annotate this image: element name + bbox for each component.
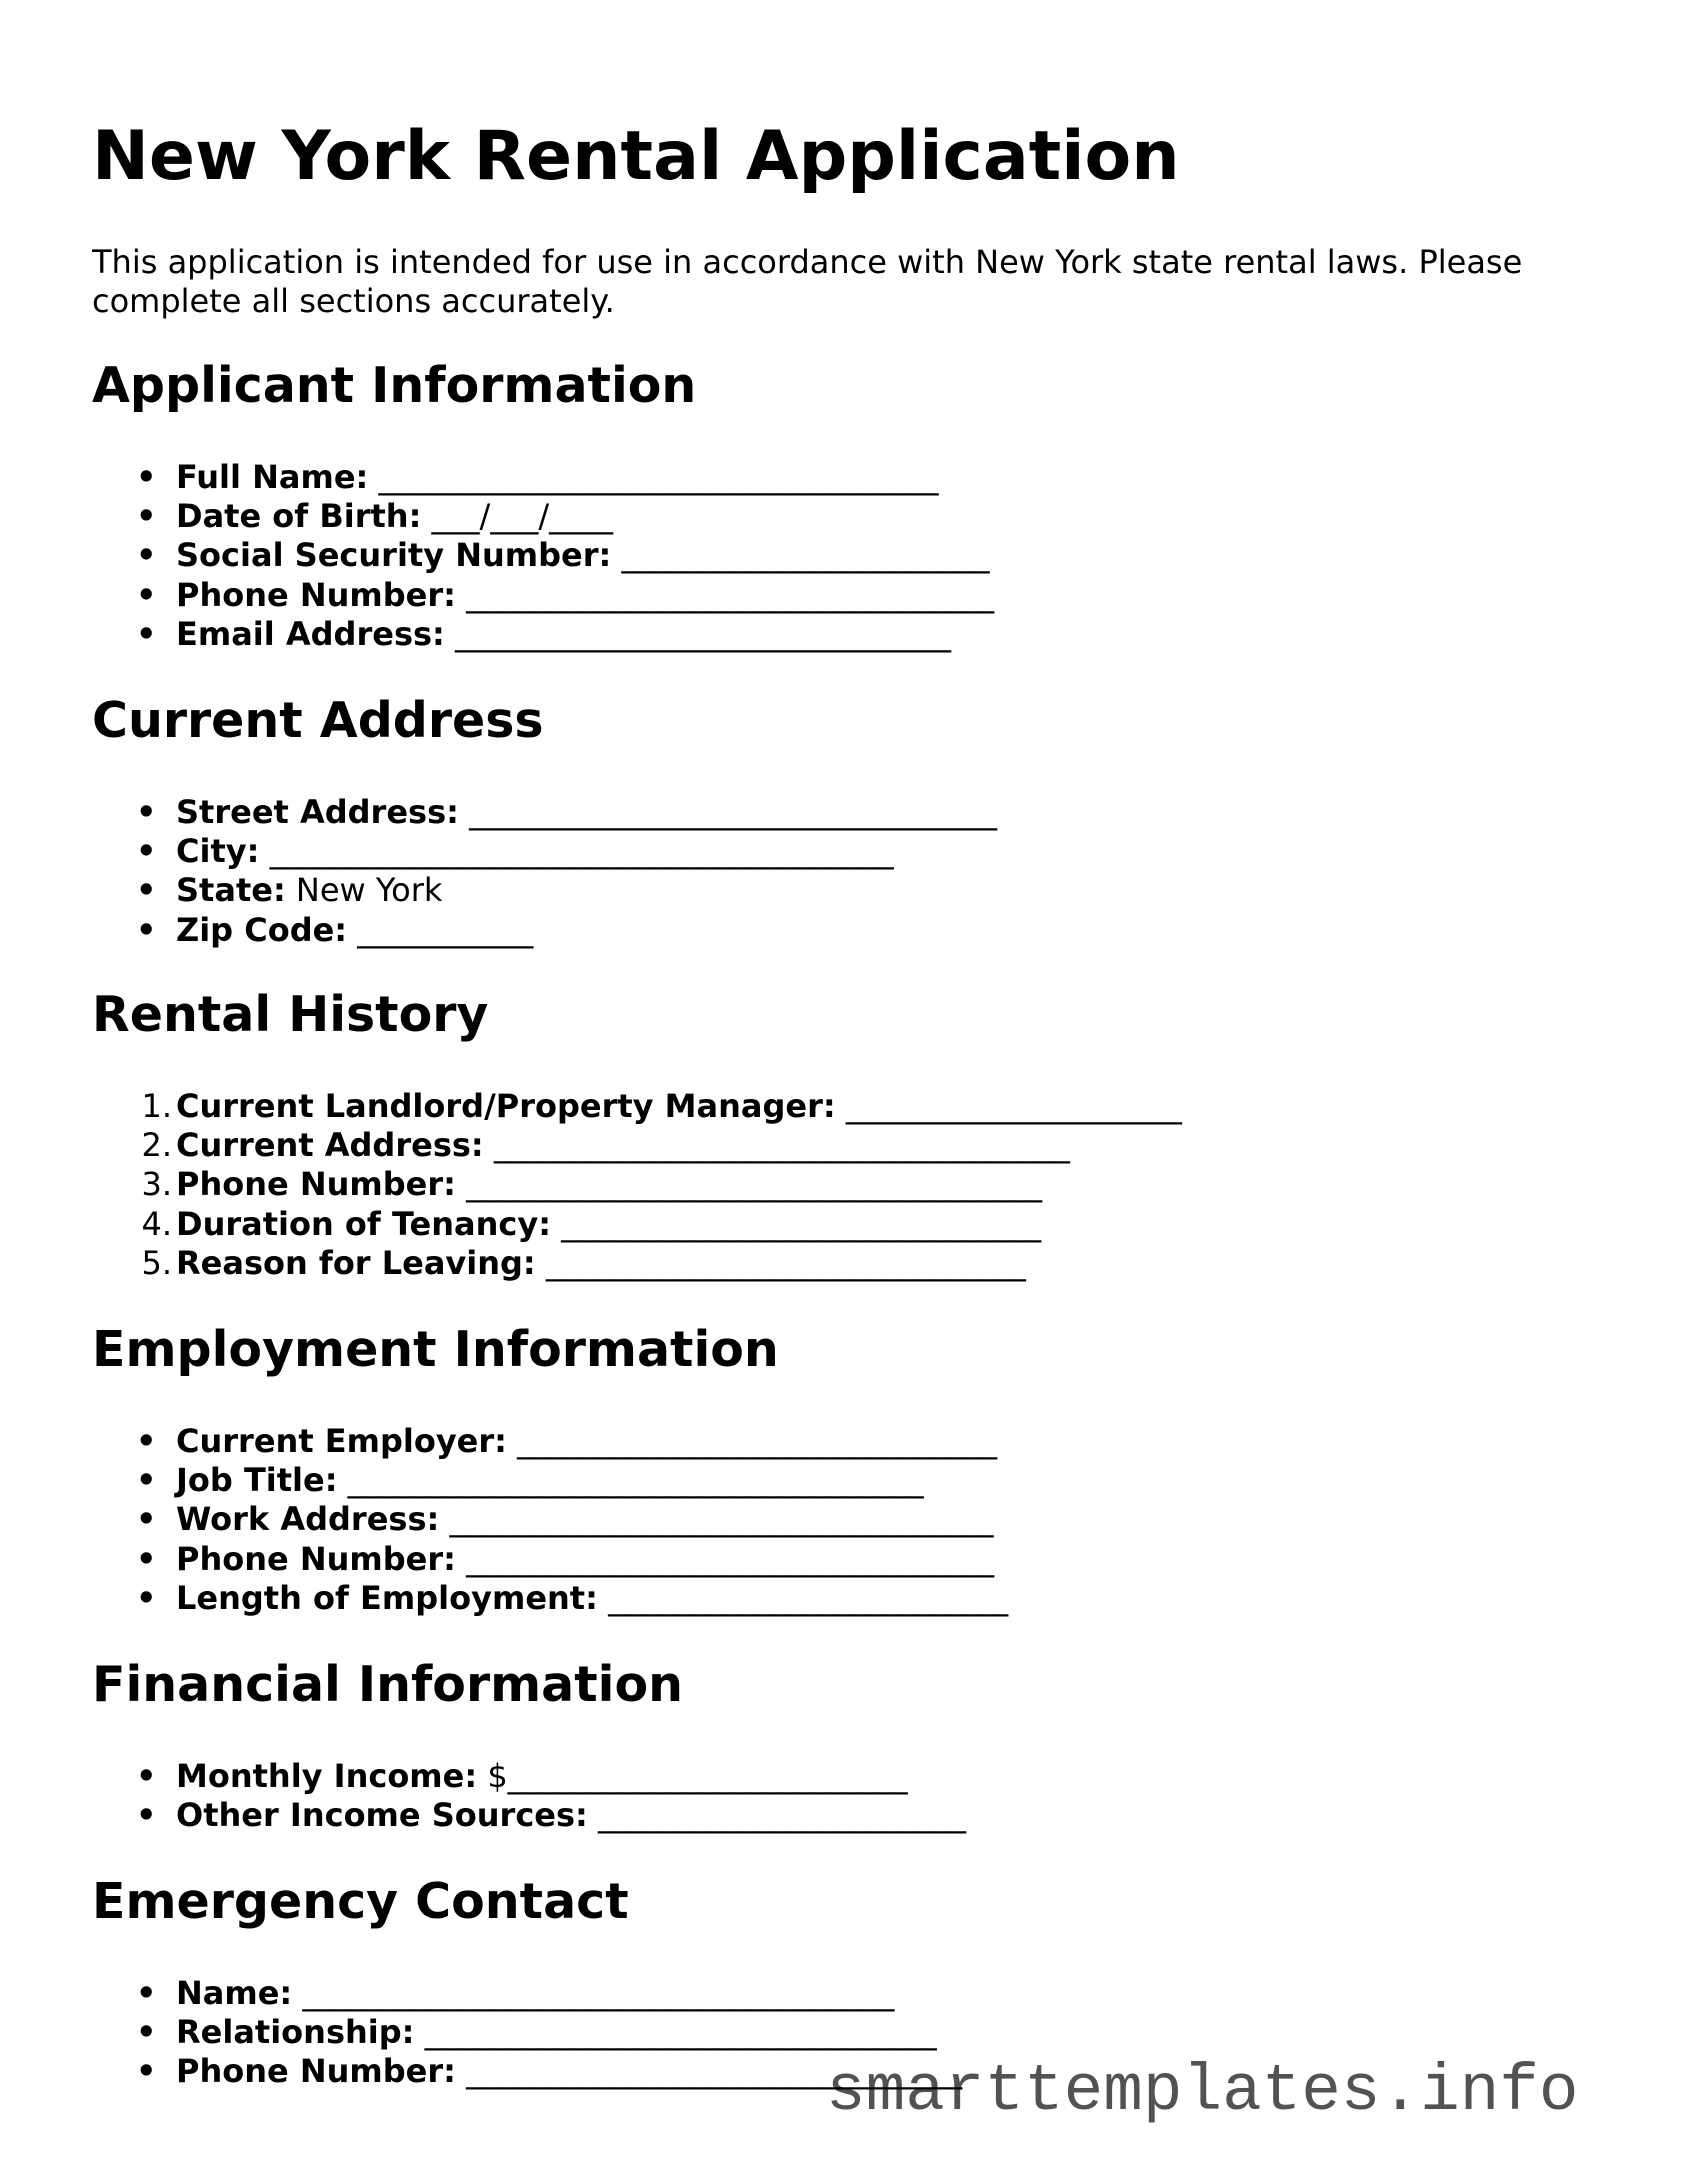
- list-number: 4.: [141, 1204, 172, 1243]
- field-blank[interactable]: ___________________________________: [368, 458, 939, 496]
- field-label: Reason for Leaving:: [176, 1243, 536, 1282]
- field-blank[interactable]: _________________________________: [455, 1539, 995, 1578]
- section-heading-rental-history: Rental History: [92, 986, 489, 1043]
- section-heading-emergency-contact: Emergency Contact: [92, 1873, 629, 1930]
- current-address-list: [92, 793, 997, 950]
- field-blank[interactable]: ____________________________________: [483, 1126, 1070, 1165]
- field-label: Other Income Sources:: [176, 1796, 588, 1835]
- field-blank[interactable]: ________________________________: [414, 2013, 937, 2052]
- field-blank[interactable]: _____________________: [835, 1087, 1182, 1125]
- field-label: Name:: [176, 1974, 293, 2012]
- field-label: Current Landlord/Property Manager:: [176, 1087, 836, 1125]
- field-value: New York: [285, 871, 443, 910]
- field-previous-address: [92, 1126, 1182, 1165]
- field-label: Relationship:: [176, 2013, 415, 2052]
- field-emergency-name: [92, 1974, 962, 2013]
- field-duration-of-tenancy: [92, 1205, 1182, 1244]
- field-label: Phone Number:: [176, 2052, 456, 2091]
- field-blank[interactable]: ___________: [347, 910, 534, 949]
- field-work-address: [92, 1500, 1008, 1539]
- field-current-employer: [92, 1422, 1008, 1461]
- field-blank[interactable]: _______________________________________: [259, 832, 894, 871]
- field-label: Date of Birth:: [176, 497, 422, 536]
- field-label: Phone Number:: [176, 1539, 456, 1578]
- field-label: State:: [176, 871, 286, 910]
- field-blank[interactable]: $_________________________: [477, 1757, 908, 1795]
- field-label: Work Address:: [176, 1500, 440, 1539]
- field-reason-for-leaving: [92, 1244, 1182, 1283]
- field-state: [92, 871, 997, 910]
- section-heading-employment-information: Employment Information: [92, 1321, 779, 1378]
- field-blank[interactable]: __________________________________: [439, 1500, 994, 1539]
- field-date-of-birth: [92, 497, 994, 536]
- field-label: City:: [176, 832, 260, 871]
- field-blank[interactable]: ____________________________________: [455, 1165, 1043, 1204]
- field-label: Phone Number:: [176, 1165, 456, 1204]
- field-full-name: [92, 458, 994, 497]
- field-label: Street Address:: [176, 793, 459, 831]
- list-number: 1.: [141, 1087, 172, 1125]
- field-social-security-number: [92, 536, 994, 575]
- page-title: New York Rental Application: [92, 117, 1180, 196]
- field-label: Current Employer:: [176, 1422, 507, 1460]
- financial-information-list: [92, 1757, 966, 1835]
- watermark-text: smarttemplates.info: [826, 2054, 1579, 2129]
- field-blank[interactable]: _________________________________: [458, 793, 998, 831]
- field-blank[interactable]: _______________________: [611, 536, 990, 575]
- field-monthly-income: [92, 1757, 966, 1796]
- list-number: 2.: [141, 1126, 172, 1165]
- field-job-title: [92, 1461, 1008, 1500]
- field-label: Email Address:: [176, 614, 445, 653]
- field-landlord-phone-number: [92, 1165, 1182, 1204]
- field-length-of-employment: [92, 1579, 1008, 1618]
- field-email-address: [92, 615, 994, 654]
- field-blank[interactable]: ___/___/____: [421, 497, 614, 536]
- employment-information-list: [92, 1422, 1008, 1618]
- field-label: Social Security Number:: [176, 536, 612, 575]
- field-label: Full Name:: [176, 458, 369, 496]
- field-label: Job Title:: [176, 1461, 338, 1500]
- field-blank[interactable]: ______________________________: [535, 1243, 1026, 1282]
- field-blank[interactable]: ______________________________: [506, 1422, 998, 1460]
- applicant-information-list: [92, 458, 994, 654]
- field-zip-code: [92, 911, 997, 950]
- field-label: Zip Code:: [176, 910, 348, 949]
- section-heading-current-address: Current Address: [92, 692, 544, 749]
- rental-history-list: [92, 1087, 1182, 1283]
- field-label: Length of Employment:: [176, 1578, 598, 1617]
- field-work-phone-number: [92, 1540, 1008, 1579]
- field-label: Current Address:: [176, 1126, 484, 1165]
- field-blank[interactable]: _________________________: [597, 1578, 1009, 1617]
- field-blank[interactable]: ______________________________: [551, 1204, 1042, 1243]
- section-heading-financial-information: Financial Information: [92, 1656, 684, 1713]
- field-blank[interactable]: _____________________________________: [292, 1974, 895, 2012]
- field-other-income-sources: [92, 1796, 966, 1835]
- field-city: [92, 832, 997, 871]
- field-blank[interactable]: _______________________: [587, 1796, 967, 1835]
- field-blank[interactable]: _______________________________: [455, 2052, 963, 2091]
- list-number: 5.: [141, 1243, 172, 1282]
- section-heading-applicant-information: Applicant Information: [92, 357, 697, 414]
- field-label: Duration of Tenancy:: [176, 1204, 551, 1243]
- field-blank[interactable]: ____________________________________: [337, 1461, 924, 1500]
- field-label: Monthly Income:: [176, 1757, 478, 1795]
- field-relationship: [92, 2013, 962, 2052]
- list-number: 3.: [141, 1165, 172, 1204]
- intro-paragraph: This application is intended for use in accordance with New York state rental laws. Please complete all sections accurately.: [92, 243, 1523, 320]
- field-blank[interactable]: _______________________________: [444, 614, 951, 653]
- field-label: Phone Number:: [176, 575, 456, 614]
- field-phone-number: [92, 576, 994, 615]
- field-current-landlord: [92, 1087, 1182, 1126]
- field-street-address: [92, 793, 997, 832]
- field-blank[interactable]: _________________________________: [455, 575, 995, 614]
